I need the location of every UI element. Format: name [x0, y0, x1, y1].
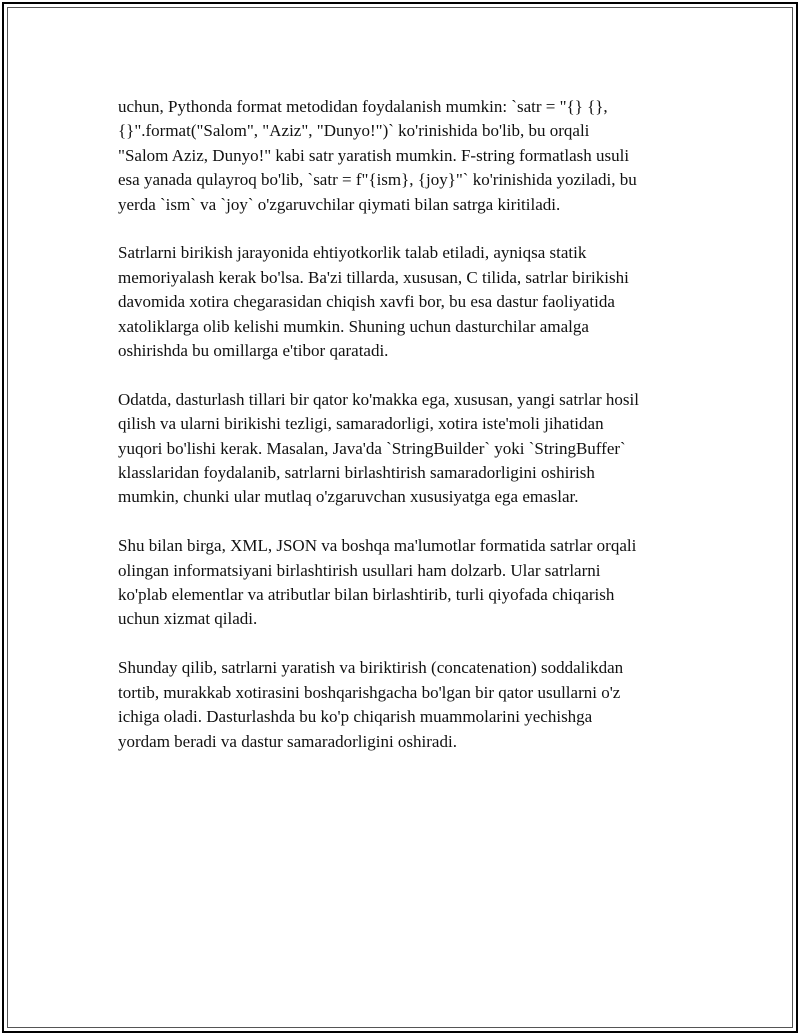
- text-line: Shunday qilib, satrlarni yaratish va biriktirish (concatenation) soddalikdan: [118, 658, 624, 678]
- text-line: memoriyalash kerak bo'lsa. Ba'zi tillarda, xususan, C tilida, satrlar birikishi: [118, 267, 629, 287]
- text-line: uchun xizmat qiladi.: [118, 609, 258, 629]
- text-line: yerda `ism` va `joy` o'zgaruvchilar qiymati bilan satrga kiritiladi.: [118, 194, 561, 214]
- text-line: klasslaridan foydalanib, satrlarni birlashtirish samaradorligini oshirish: [118, 463, 595, 483]
- paragraph-performance: [118, 388, 698, 510]
- text-line: tortib, murakkab xotirasini boshqarishgacha bo'lgan bir qator usullarni o'z: [118, 682, 621, 702]
- text-line: {}".format("Salom", "Aziz", "Dunyo!")` ko'rinishida bo'lib, bu orqali: [118, 121, 590, 141]
- paragraph-memory-safety: [118, 241, 698, 363]
- text-line: yordam beradi va dastur samaradorligini oshiradi.: [118, 731, 457, 751]
- text-line: "Salom Aziz, Dunyo!" kabi satr yaratish mumkin. F-string formatlash usuli: [118, 145, 630, 165]
- paragraph-format-methods: [118, 95, 698, 217]
- text-line: olingan informatsiyani birlashtirish usullari ham dolzarb. Ular satrlarni: [118, 560, 601, 580]
- text-line: davomida xotira chegarasidan chiqish xavfi bor, bu esa dastur faoliyatida: [118, 292, 615, 312]
- text-line: Shu bilan birga, XML, JSON va boshqa ma'lumotlar formatida satrlar orqali: [118, 536, 637, 556]
- text-line: uchun, Pythonda format metodidan foydalanish mumkin: `satr = "{} {},: [118, 97, 608, 116]
- text-line: esa yanada qulayroq bo'lib, `satr = f"{ism}, {joy}"` ko'rinishida yoziladi, bu: [118, 170, 637, 190]
- text-line: Odatda, dasturlash tillari bir qator ko'makka ega, xususan, yangi satrlar hosil: [118, 389, 639, 409]
- paragraph-data-formats: [118, 534, 698, 632]
- text-line: ko'plab elementlar va atributlar bilan birlashtirib, turli qiyofada chiqarish: [118, 585, 615, 605]
- text-line: ichiga oladi. Dasturlashda bu ko'p chiqarish muammolarini yechishga: [118, 707, 593, 727]
- text-line: qilish va ularni birikishi tezligi, samaradorligi, xotira iste'moli jihatidan: [118, 414, 604, 434]
- text-line: Satrlarni birikish jarayonida ehtiyotkorlik talab etiladi, ayniqsa statik: [118, 243, 587, 263]
- document-body: [118, 95, 698, 778]
- text-line: mumkin, chunki ular mutlaq o'zgaruvchan xususiyatga ega emaslar.: [118, 487, 579, 507]
- text-line: xatoliklarga olib kelishi mumkin. Shuning uchun dasturchilar amalga: [118, 316, 589, 336]
- paragraph-conclusion: [118, 656, 698, 754]
- text-line: oshirishda bu omillarga e'tibor qaratadi.: [118, 341, 389, 361]
- text-line: yuqori bo'lishi kerak. Masalan, Java'da `StringBuilder` yoki `StringBuffer`: [118, 438, 626, 458]
